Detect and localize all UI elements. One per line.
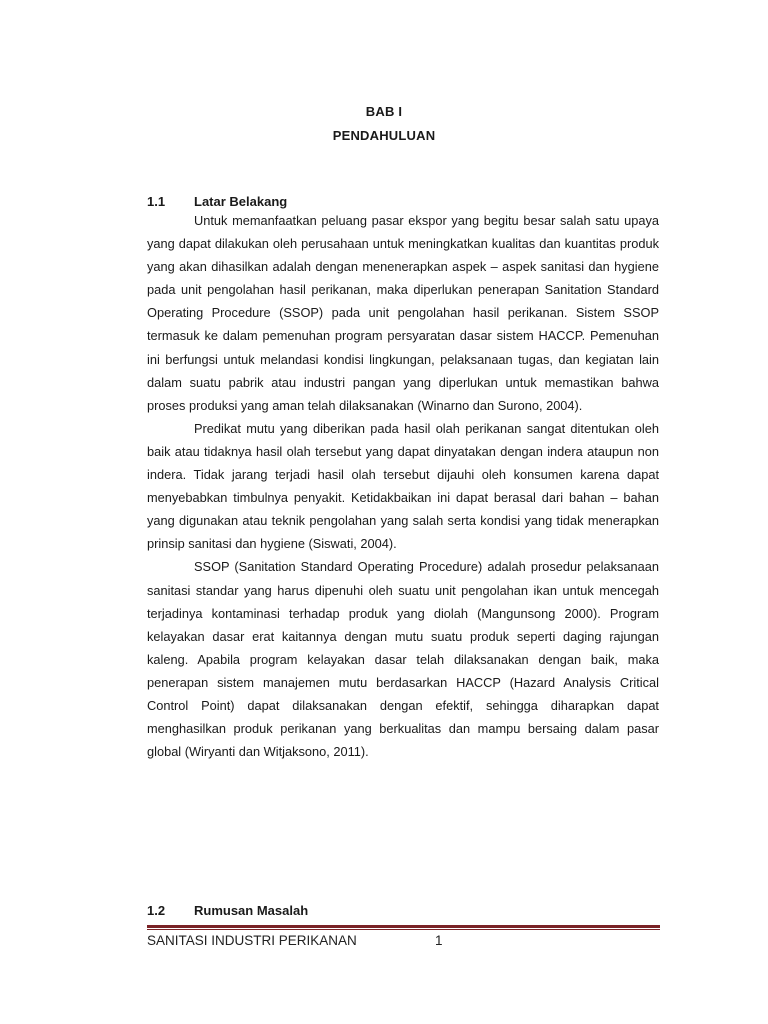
chapter-title: PENDAHULUAN [332,128,436,143]
page-number: 1 [435,933,443,948]
section-number: 1.1 [147,194,166,209]
footer-rule-thin [147,929,660,930]
section-title: Rumusan Masalah [194,903,309,918]
paragraph: Untuk memanfaatkan peluang pasar ekspor yang begitu besar salah satu upaya yang dapat dilakukan oleh perusahaan untuk meningkatkan kualitas dan kuantitas produk yang akan dihasilkan adalah dengan menenerapkan aspek – aspek sanitasi dan hygiene pada unit pengolahan hasil perikanan, maka diperlukan penerapan Sanitation Standard Operating Procedure (SSOP) pada unit pengolahan hasil perikanan. Sistem SSOP termasuk ke dalam pemenuhan program persyaratan dasar sistem HACCP. Pemenuhan ini berfungsi untuk melandasi kondisi lingkungan, pelaksanaan tugas, dan kegiatan lain dalam suatu pabrik atau industri pangan yang diperlukan untuk memastikan bahwa proses produksi yang aman telah dilaksanakan (Winarno dan Surono, 2004). [147,213,659,413]
chapter-number: BAB I [365,104,403,119]
footer-title: SANITASI INDUSTRI PERIKANAN [147,933,357,948]
body-text [147,209,659,763]
footer-rule [147,925,660,928]
section-title: Latar Belakang [194,194,288,209]
section-heading-1-2 [147,903,308,918]
section-number: 1.2 [147,903,166,918]
paragraph: SSOP (Sanitation Standard Operating Procedure) adalah prosedur pelaksanaan sanitasi standar yang harus dipenuhi oleh suatu unit pengolahan ikan untuk mencegah terjadinya kontaminasi terhadap produk yang diolah (Mangunsong 2000). Program kelayakan dasar erat kaitannya dengan mutu suatu produk seperti daging rajungan kaleng. Apabila program kelayakan dasar telah dilaksanakan dengan baik, maka penerapan sistem manajemen mutu berdasarkan HACCP (Hazard Analysis Critical Control Point) dapat dilaksanakan dengan efektif, sehingga diharapkan dapat menghasilkan produk perikanan yang berkualitas dan mampu bersaing dalam pasar global (Wiryanti dan Witjaksono, 2011). [147,559,659,760]
section-heading-1-1 [147,194,287,209]
paragraph: Predikat mutu yang diberikan pada hasil olah perikanan sangat ditentukan oleh baik atau tidaknya hasil olah tersebut yang dapat dinyatakan dengan indera ataupun non indera. Tidak jarang terjadi hasil olah tersebut dijauhi oleh konsumen karena dapat menyebabkan timbulnya penyakit. Ketidakbaikan ini dapat berasal dari bahan – bahan yang digunakan atau teknik pengolahan yang salah serta kondisi yang tidak menerapkan prinsip sanitasi dan hygiene (Siswati, 2004). [147,420,659,552]
